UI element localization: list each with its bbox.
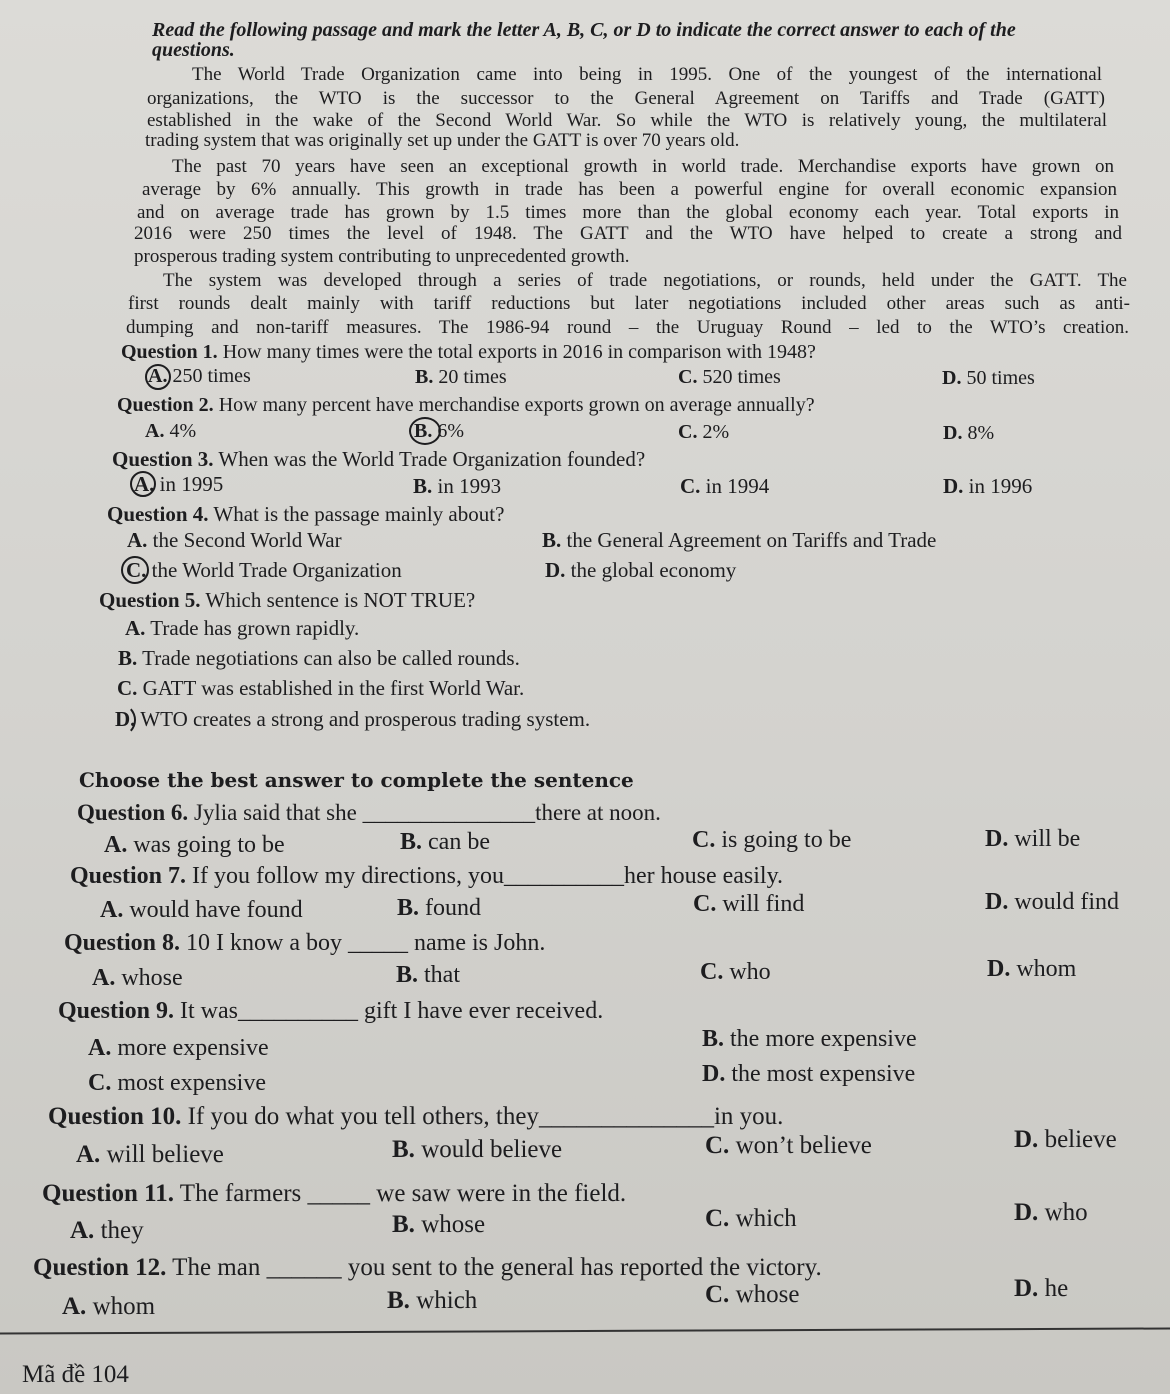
q9-option-b[interactable]: B. the more expensive	[702, 1026, 917, 1052]
q2-option-b[interactable]: B. 6%	[414, 420, 465, 442]
q5-option-b[interactable]: B. Trade negotiations can also be called rounds.	[118, 646, 520, 670]
passage-line: dumping and non-tariff measures. The 1986-94 round – the Uruguay Round – led to the WTO’s creation.	[126, 317, 1129, 338]
passage-line: The system was developed through a series of trade negotiations, or rounds, held under the GATT. The	[163, 270, 1127, 291]
question-4: Question 4. What is the passage mainly about?	[107, 502, 505, 526]
q9-option-c[interactable]: C. most expensive	[88, 1070, 266, 1096]
footer-divider	[0, 1327, 1170, 1334]
passage-line: organizations, the WTO is the successor to the General Agreement on Tariffs and Trade (GATT)	[147, 88, 1105, 109]
q12-option-d[interactable]: D. he	[1014, 1275, 1069, 1302]
q4-option-d[interactable]: D. the global economy	[545, 558, 737, 582]
question-8: Question 8. 10 I know a boy _____ name is John.	[64, 930, 546, 956]
q7-option-a[interactable]: A. would have found	[100, 897, 303, 923]
question-1: Question 1. How many times were the total exports in 2016 in comparison with 1948?	[121, 341, 816, 363]
question-6: Question 6. Jylia said that she _______________there at noon.	[77, 800, 661, 825]
question-5: Question 5. Which sentence is NOT TRUE?	[99, 588, 476, 612]
q9-option-a[interactable]: A. more expensive	[88, 1035, 269, 1061]
instructions-line1: Read the following passage and mark the letter A, B, C, or D to indicate the correct answer to each of the	[152, 19, 1016, 41]
q4-option-a[interactable]: A. the Second World War	[127, 528, 342, 552]
q11-option-c[interactable]: C. which	[705, 1205, 797, 1232]
q10-option-d[interactable]: D. believe	[1014, 1126, 1117, 1153]
q5-option-c[interactable]: C. GATT was established in the first World War.	[117, 676, 525, 700]
instructions-line2: questions.	[152, 39, 235, 61]
question-12: Question 12. The man ______ you sent to the general has reported the victory.	[33, 1254, 822, 1281]
blank: ______	[266, 1254, 342, 1281]
blank: __________	[238, 998, 358, 1024]
q5-option-a[interactable]: A. Trade has grown rapidly.	[125, 616, 360, 640]
q8-option-c[interactable]: C. who	[700, 959, 771, 985]
exam-code: Mã đề 104	[22, 1361, 129, 1388]
passage-line: trading system that was originally set up under the GATT is over 70 years old.	[145, 130, 740, 151]
q4-option-b[interactable]: B. the General Agreement on Tariffs and Trade	[542, 528, 937, 552]
q10-option-a[interactable]: A. will believe	[76, 1141, 224, 1168]
question-3: Question 3. When was the World Trade Organization founded?	[112, 447, 646, 471]
passage-line: established in the wake of the Second World War. So while the WTO is relatively young, the multilateral	[147, 110, 1107, 131]
q11-option-b[interactable]: B. whose	[392, 1211, 486, 1238]
passage-line: The past 70 years have seen an exceptional growth in world trade. Merchandise exports have grown on	[172, 156, 1114, 177]
q5-option-d[interactable]: D. WTO creates a strong and prosperous trading system.	[115, 707, 591, 731]
q2-option-a[interactable]: A. 4%	[145, 420, 197, 442]
q1-option-b[interactable]: B. 20 times	[415, 366, 507, 388]
blank: _______________	[362, 800, 536, 825]
q6-option-d[interactable]: D. will be	[985, 826, 1081, 852]
q6-option-a[interactable]: A. was going to be	[104, 832, 285, 858]
q4-option-c[interactable]: C. the World Trade Organization	[126, 558, 402, 582]
blank: ______________	[538, 1103, 714, 1130]
passage-line: and on average trade has grown by 1.5 times more than the global economy each year. Total exports in	[137, 202, 1119, 223]
q7-option-d[interactable]: D. would find	[985, 889, 1120, 915]
q1-option-a[interactable]: A. 250 times	[148, 365, 251, 387]
q9-option-d[interactable]: D. the most expensive	[702, 1061, 916, 1087]
q10-option-c[interactable]: C. won’t believe	[705, 1132, 872, 1159]
q6-option-b[interactable]: B. can be	[400, 829, 490, 855]
q3-option-a[interactable]: A. in 1995	[134, 472, 224, 496]
passage-line: prosperous trading system contributing to unprecedented growth.	[134, 246, 630, 267]
blank: _____	[348, 930, 408, 956]
q6-option-c[interactable]: C. is going to be	[692, 827, 852, 853]
q2-option-c[interactable]: C. 2%	[678, 421, 730, 443]
passage-line: first rounds dealt mainly with tariff reductions but later negotiations included other areas such as anti-	[128, 293, 1130, 314]
question-9: Question 9. It was__________ gift I have ever received.	[58, 998, 604, 1024]
question-2: Question 2. How many percent have merchandise exports grown on average annually?	[117, 394, 815, 416]
section-heading: Choose the best answer to complete the sentence	[79, 768, 634, 792]
q11-option-d[interactable]: D. who	[1014, 1199, 1088, 1226]
q3-option-d[interactable]: D. in 1996	[943, 474, 1033, 498]
q8-option-a[interactable]: A. whose	[92, 965, 183, 991]
q3-option-c[interactable]: C. in 1994	[680, 474, 770, 498]
q12-option-a[interactable]: A. whom	[62, 1293, 156, 1320]
blank: _____	[307, 1180, 371, 1207]
q10-option-b[interactable]: B. would believe	[392, 1136, 563, 1163]
q12-option-c[interactable]: C. whose	[705, 1281, 800, 1308]
q1-option-d[interactable]: D. 50 times	[942, 367, 1035, 389]
q8-option-d[interactable]: D. whom	[987, 956, 1077, 982]
blank: __________	[503, 863, 624, 889]
question-10: Question 10. If you do what you tell others, they______________in you.	[48, 1103, 784, 1130]
passage-line: 2016 were 250 times the level of 1948. The GATT and the WTO have helped to create a strong and	[134, 223, 1122, 244]
q7-option-c[interactable]: C. will find	[693, 891, 805, 917]
passage-line: average by 6% annually. This growth in trade has been a powerful engine for overall economic expansion	[142, 179, 1117, 200]
question-11: Question 11. The farmers _____ we saw were in the field.	[42, 1180, 627, 1207]
q7-option-b[interactable]: B. found	[397, 895, 482, 921]
q3-option-b[interactable]: B. in 1993	[413, 474, 502, 498]
passage-line: The World Trade Organization came into being in 1995. One of the youngest of the international	[192, 64, 1102, 85]
q12-option-b[interactable]: B. which	[387, 1287, 478, 1314]
q8-option-b[interactable]: B. that	[396, 962, 461, 988]
q1-option-c[interactable]: C. 520 times	[678, 366, 781, 388]
q2-option-d[interactable]: D. 8%	[943, 422, 995, 444]
question-7: Question 7. If you follow my directions, you__________her house easily.	[70, 863, 784, 889]
q11-option-a[interactable]: A. they	[70, 1217, 144, 1244]
